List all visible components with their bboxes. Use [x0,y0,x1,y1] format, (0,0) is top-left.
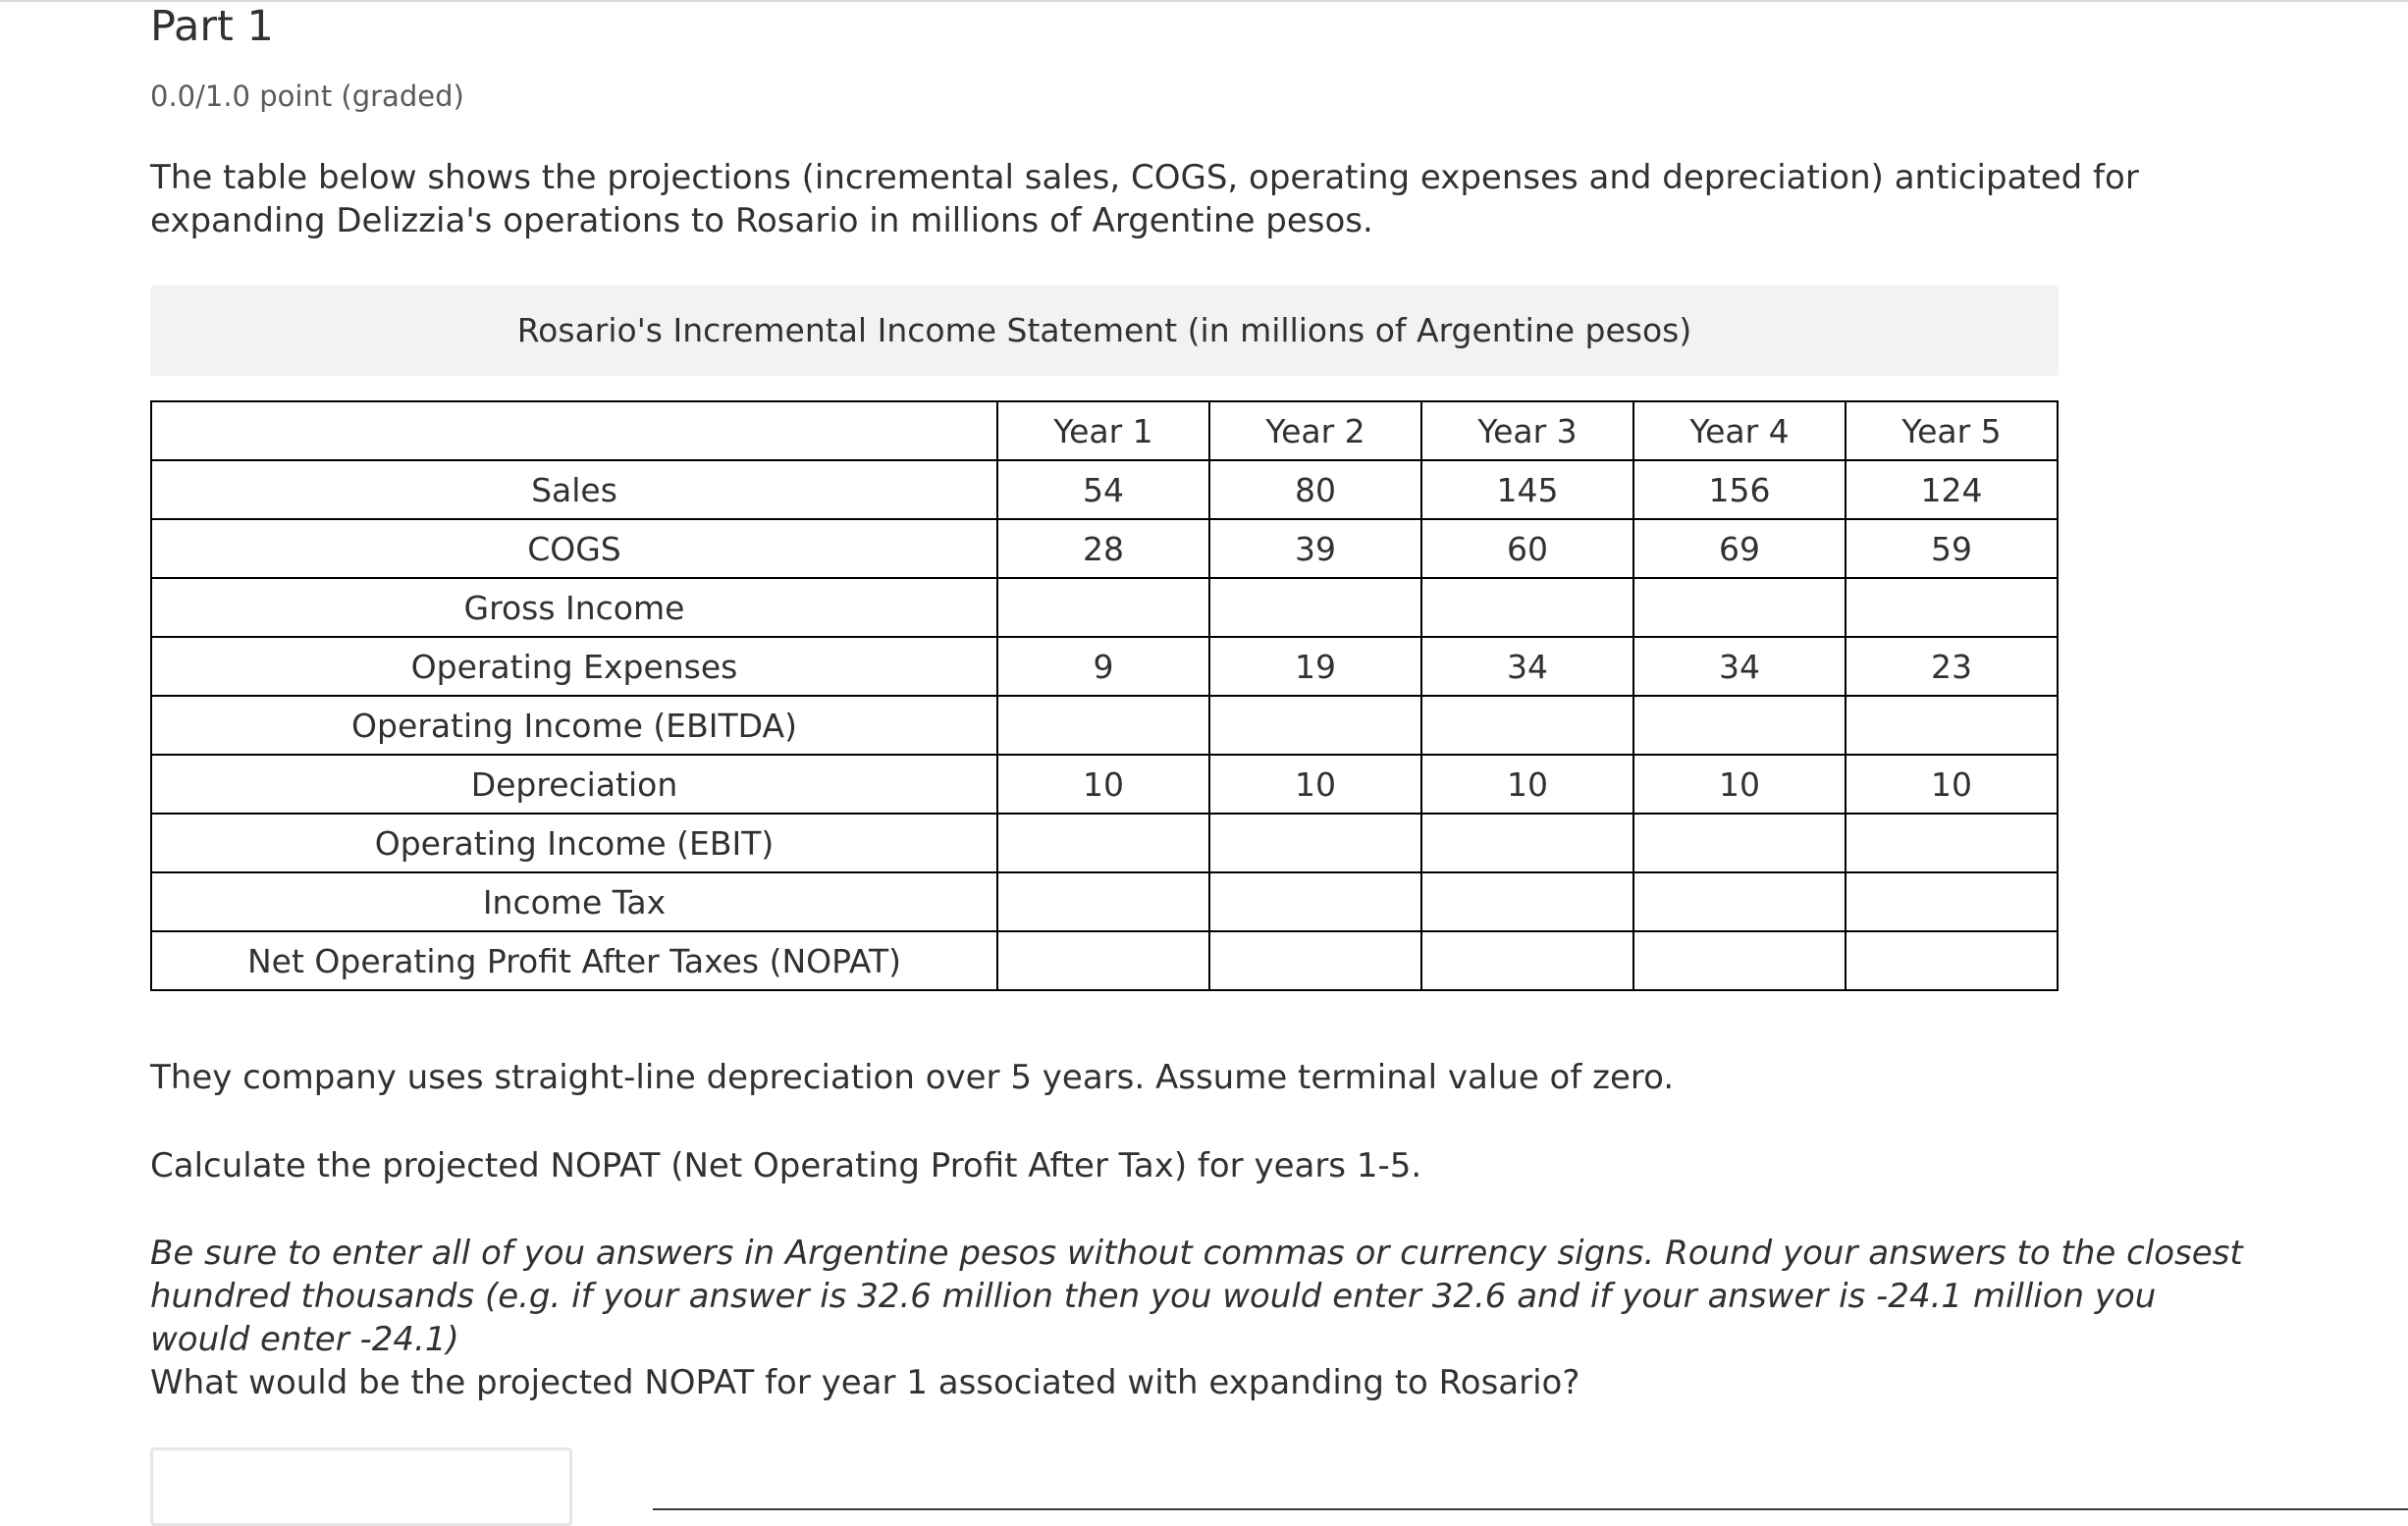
table-cell: 10 [1421,755,1633,814]
table-cell [997,814,1209,872]
part-title: Part 1 [150,2,274,51]
table-cell [997,696,1209,755]
table-cell [1633,814,1846,872]
table-cell: 9 [997,637,1209,696]
table-cell [1421,696,1633,755]
table-caption-bar [150,286,2059,376]
table-cell: 34 [1421,637,1633,696]
row-label: Sales [151,460,997,519]
row-label: Income Tax [151,872,997,931]
table-cell [1633,578,1846,637]
table-cell [1421,931,1633,990]
row-label: Operating Expenses [151,637,997,696]
table-cell [1846,872,2058,931]
header-cell-year-5: Year 5 [1846,401,2058,460]
table-cell [1209,696,1421,755]
table-row-income-tax [151,872,2058,931]
table-cell [1421,872,1633,931]
table-cell [1209,872,1421,931]
row-label: COGS [151,519,997,578]
entry-instructions: Be sure to enter all of you answers in Argentine pesos without commas or currency signs. Round your answers to the closest hundred thousands (e.g. if your answer is 32.6 million then you would enter 32.6 and if your answer is -24.1 million you would enter -24.1) [150,1234,2243,1359]
table-cell: 124 [1846,460,2058,519]
row-label: Depreciation [151,755,997,814]
table-cell: 10 [1846,755,2058,814]
points-score: 0.0/1.0 point (graded) [150,79,464,113]
header-cell-year-3: Year 3 [1421,401,1633,460]
table-cell: 145 [1421,460,1633,519]
table-header-row [151,401,2058,460]
table-cell [1421,578,1633,637]
table-row-nopat [151,931,2058,990]
answer-input[interactable] [150,1447,572,1526]
table-cell [1209,578,1421,637]
header-cell-year-2: Year 2 [1209,401,1421,460]
table-cell: 69 [1633,519,1846,578]
table-row-sales [151,460,2058,519]
calculation-instruction: Calculate the projected NOPAT (Net Operating Profit After Tax) for years 1-5. [150,1146,1422,1185]
row-label: Net Operating Profit After Taxes (NOPAT) [151,931,997,990]
table-cell [1633,872,1846,931]
table-cell: 34 [1633,637,1846,696]
table-cell: 10 [1209,755,1421,814]
header-cell-year-1: Year 1 [997,401,1209,460]
table-row-gross-income [151,578,2058,637]
table-cell [1209,814,1421,872]
top-divider [0,0,2408,2]
table-row-ebit [151,814,2058,872]
header-cell-empty [151,401,997,460]
income-statement-table [150,400,2059,991]
table-cell: 80 [1209,460,1421,519]
table-cell [1846,696,2058,755]
row-label: Operating Income (EBITDA) [151,696,997,755]
table-cell [997,872,1209,931]
table-cell: 156 [1633,460,1846,519]
table-cell [1846,931,2058,990]
table-cell: 28 [997,519,1209,578]
table-row-operating-expenses [151,637,2058,696]
table-cell [1209,931,1421,990]
table-cell [997,931,1209,990]
table-cell: 59 [1846,519,2058,578]
row-label: Gross Income [151,578,997,637]
table-cell: 23 [1846,637,2058,696]
row-label: Operating Income (EBIT) [151,814,997,872]
table-cell: 19 [1209,637,1421,696]
table-row-cogs [151,519,2058,578]
question-text: What would be the projected NOPAT for year 1 associated with expanding to Rosario? [150,1363,1580,1402]
table-cell [1846,578,2058,637]
table-cell: 10 [997,755,1209,814]
table-cell: 39 [1209,519,1421,578]
table-row-ebitda [151,696,2058,755]
bottom-divider [653,1508,2408,1510]
table-cell [1846,814,2058,872]
table-cell [997,578,1209,637]
table-cell [1421,814,1633,872]
header-cell-year-4: Year 4 [1633,401,1846,460]
intro-text: The table below shows the projections (incremental sales, COGS, operating expenses and depreciation) anticipated for expanding Delizzia's operations to Rosario in millions of Argentine pesos. [150,158,2139,240]
table-row-depreciation [151,755,2058,814]
table-cell: 60 [1421,519,1633,578]
depreciation-note: They company uses straight-line depreciation over 5 years. Assume terminal value of zero. [150,1058,1675,1097]
table-cell [1633,696,1846,755]
table-caption: Rosario's Incremental Income Statement (in millions of Argentine pesos) [516,311,1692,349]
table-cell [1633,931,1846,990]
table-cell: 10 [1633,755,1846,814]
table-cell: 54 [997,460,1209,519]
